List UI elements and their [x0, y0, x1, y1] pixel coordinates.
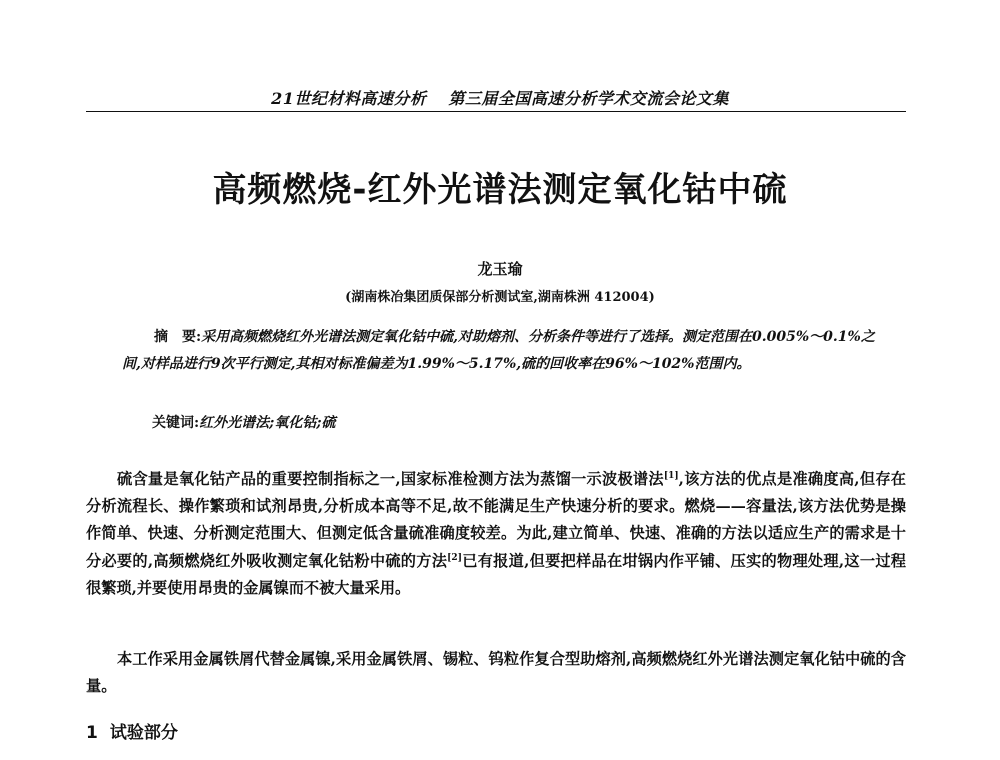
proceedings-name: 第三届全国高速分析学术交流会论文集	[448, 89, 729, 108]
author-name: 龙玉瑜	[477, 260, 523, 278]
author-affiliation: (湖南株冶集团质保部分析测试室,湖南株洲 412004)	[345, 290, 655, 305]
section-number: 1	[86, 723, 98, 743]
section-heading	[86, 718, 178, 743]
paragraph-1-part-a: 硫含量是氧化钴产品的重要控制指标之一,国家标准检测方法为蒸馏一示波极谱法	[117, 470, 664, 488]
body-paragraph-1	[86, 466, 906, 602]
reference-2[interactable]: [2]	[447, 552, 462, 563]
body-paragraph-2: 本工作采用金属铁屑代替金属镍,采用金属铁屑、锡粒、钨粒作复合型助熔剂,高频燃烧红外光谱法测定氧化钴中硫的含量。	[86, 650, 906, 696]
abstract	[122, 324, 882, 378]
running-header	[0, 86, 1000, 109]
keywords	[152, 412, 872, 432]
journal-name: 21世纪材料高速分析	[271, 89, 427, 108]
keywords-label: 关键词:	[152, 415, 200, 431]
keywords-text: 红外光谱法;氧化钴;硫	[199, 415, 336, 431]
reference-1[interactable]: [1]	[663, 470, 679, 481]
paragraph-1-part-b: ,该方法的优点是准确度高,但存在分析流程长、操作繁琐和试剂昂贵,分析成本高等不足,故不能满足生产快速分析的要求。燃烧——容量法,该方法优势是操作简单、快速、分析测定范围大、但测定低含量硫准确度较差。为此,建立简单、快速、准确的方法以适应生产的需求是十分必要的,高频燃烧红外吸收测定氧化钴粉中硫的方法	[86, 470, 906, 570]
abstract-label: 摘 要:	[154, 329, 202, 345]
header-rule	[86, 111, 906, 112]
paper-title: 高频燃烧-红外光谱法测定氧化钴中硫	[212, 170, 788, 210]
paragraph-1-part-c: 已有报道,但要把样品在坩锅内作平铺、压实的物理处理,这一过程很繁琐,并要使用昂贵的金属镍而不被大量采用。	[86, 551, 906, 597]
abstract-text: 采用高频燃烧红外光谱法测定氧化钴中硫,对助熔剂、分析条件等进行了选择。测定范围在0.005%～0.1%之间,对样品进行9次平行测定,其相对标准偏差为1.99%～5.17%,硫的回收率在96%～102%范围内。	[122, 329, 875, 372]
section-title: 试验部分	[109, 723, 178, 743]
